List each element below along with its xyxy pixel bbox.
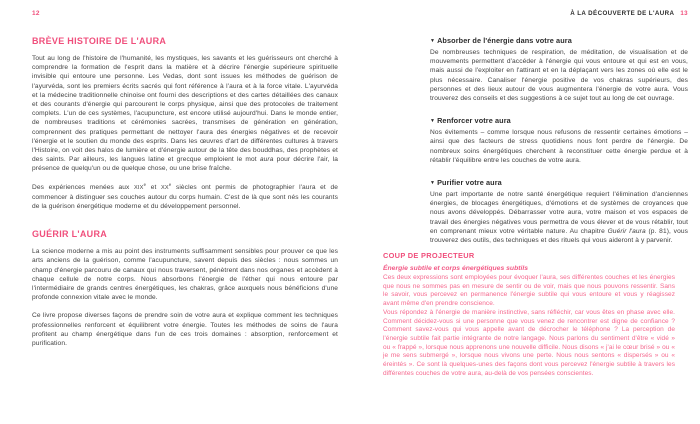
bullet-heading-absorb-label: Absorber de l'énergie dans votre aura (437, 36, 572, 45)
spotlight-paragraph-1: Ces deux expressions sont employées pour évoquer l'aura, ses différentes couches et les énergies que nous ne sommes pas en mesure de sentir ou de voir, mais que nous pouvons ressentir. Sans le savoir, vous percevez en permanence l'énergie subtile qui vous entoure et vous y réagissez avant même d'en prendre conscience. (383, 274, 675, 308)
history-paragraph-1-end: pour décrire l'air, la présence de quelqu'un ou de quelque chose, ou une brise fraîche. (32, 156, 338, 173)
bullet-heading-absorb (430, 36, 688, 45)
history-paragraph-1 (32, 54, 338, 174)
triangle-down-icon: ▼ (430, 180, 436, 187)
healing-paragraph-2: Ce livre propose diverses façons de prendre soin de votre aura et explique comment les techniques professionnelles renforcent et équilibrent votre énergie. Toutes les méthodes de soins de l'aura profitent au champ énergétique dans l'un de ces trois domaines : absorption, renforcement et purification. (32, 312, 338, 348)
bullet-heading-purify-label: Purifier votre aura (437, 178, 502, 188)
page-number-left: 12 (32, 10, 40, 17)
bullet-heading-purify (430, 178, 688, 187)
superscript-e: e (143, 181, 147, 187)
history-paragraph-2 (32, 183, 338, 212)
section-title-healing: GUÉRIR L'AURA (32, 229, 108, 240)
history-paragraph-1-text: Tout au long de l'histoire de l'humanité, les mystiques, les savants et les guérisseurs ont cherché à comprendre la formation de l'esprit dans la matière et à décrire l'énergie supérieure spirituelle invisible qui entoure une personne. Les Vedas, dont sont issues les méthodes de guérison de l'ayurvéda, sont les premiers écrits sacrés qui font référence à l'aura et à la force vitale. L'ayurvéda et la médecine traditionnelle chinoise ont fourni des descriptions et des cartes détaillées des canaux et des courants d'énergie qui parcourent le corps physique, ainsi que des protocoles de traitement complets. L'un de ces systèmes, l'acupuncture, est encore utilisé aujourd'hui. Dans le monde entier, de nombreuses traditions et cérémonies sacrées, transmises de génération en génération, comprennent des pratiques permettant de nettoyer l'aura des énergies négatives et de recevoir l'énergie et le soutien du monde des esprits. Dans les œuvres d'art de différentes cultures à travers l'Histoire, on voit des halos de lumière et d'énergie autour de la tête des bouddhas, des prophètes et des saints. Par ailleurs, les langues latine et grecque emploient le mot (32, 55, 338, 164)
history-paragraph-1-italic: aura (259, 156, 274, 164)
bullet-body-absorb: De nombreuses techniques de respiration, de méditation, de visualisation et de mouvements permettent d'accéder à l'énergie qui vous entoure et qui est en vous, mais aussi de l'exploiter en l'attirant et en la déplaçant vers les zones où elle est le plus nécessaire. Canaliser l'énergie positive de vos chakras supérieurs, des personnes et des lieux autour de vous augmentera l'énergie de votre aura. Vous trouverez des conseils et des suggestions à ce sujet tout au long de cet ouvrage. (430, 49, 688, 103)
running-head-title: À LA DÉCOUVERTE DE L'AURA (570, 10, 675, 17)
history-paragraph-2-text: Des expériences menées aux (32, 183, 134, 191)
history-paragraph-2-mid: et (146, 183, 161, 191)
bullet-section-absorb (430, 36, 688, 103)
roman-numeral-19: XIX (134, 184, 144, 191)
bullet-body-purify-end: (p. 81), vous trouverez des outils, des techniques et des rituels qui vous aideront à y parvenir. (430, 227, 688, 245)
bullet-heading-strengthen-label: Renforcer votre aura (437, 116, 511, 126)
bullet-section-purify (430, 178, 688, 245)
bullet-body-purify-text: Une part importante de notre santé énergétique requiert l'élimination d'anciennes énergies, de blocages énergétiques, d'émotions et de systèmes de croyances que nous avons développés. Débarrasser votre aura, votre maison et vos espaces de travail des énergies négatives vous permettra de vous élever et de vous rétablir, tout en comprenant mieux votre véritable nature. Au chapitre (430, 191, 688, 235)
spotlight-paragraph-2: Vous répondez à l'énergie de manière instinctive, sans réfléchir, car vous êtes en phase avec elle. Comment décidez-vous si une personne que vous venez de rencontrer est digne de confiance ? Comment savez-vous qui vous appelle avant de décrocher le téléphone ? La perception de l'énergie subtile fait partie intégrante de notre langage. Nous parlons du sentiment d'être « vidé » ou « frappé », lorsque nous apprenons une nouvelle difficile. Nous disons « j'ai le cœur brisé » ou « je me sens submergé », lorsque nous vivons une perte. Nous nous sentons « dispersés » ou « éreintés ». Ce sont là quelques-unes des façons dont vous percevez l'énergie subtile à travers les différentes couches de votre aura, au-delà de vos pensées conscientes. (383, 308, 675, 377)
left-page-column (32, 36, 338, 348)
right-page-column (430, 36, 688, 258)
history-paragraph-2-end: siècles ont permis de photographier l'aura et de commencer à distinguer ses couches autour du corps humain. C'est de là que sont nés les courants de la guérison énergétique moderne et du développement personnel. (32, 183, 338, 211)
bullet-body-strengthen: Nos évitements – comme lorsque nous refusons de ressentir certaines émotions – ainsi que des facteurs de stress quotidiens nous font perdre de l'énergie. De nombreux soins énergétiques cherchent à reconstituer cette énergie perdue et à rétablir l'équilibre entre les couches de votre aura. (430, 129, 688, 164)
bullet-body-purify (430, 190, 688, 245)
chapter-reference-italic: Guérir l'aura (607, 227, 646, 235)
bullet-heading-strengthen (430, 116, 688, 125)
spotlight-section (383, 251, 675, 378)
superscript-e: e (168, 181, 172, 187)
spotlight-subtitle: Énergie subtile et corps énergétiques subtils (383, 265, 529, 272)
roman-numeral-20: XX (160, 184, 169, 191)
bullet-section-strengthen (430, 116, 688, 165)
page-number-right: 13 (680, 10, 688, 17)
triangle-down-icon: ▼ (430, 38, 436, 44)
triangle-down-icon: ▼ (430, 118, 436, 125)
section-title-history: BRÈVE HISTOIRE DE L'AURA (32, 36, 167, 46)
healing-paragraph-1: La science moderne a mis au point des instruments suffisamment sensibles pour prouver ce que les arts anciens de la guérison, comme l'acupuncture, savent depuis des siècles : nous sommes un champ d'énergie parcouru de canaux qui nous traversent, pénètrent dans nos organes et accèdent à chaque cellule de notre corps. Nous absorbons l'énergie de l'éther qui nous entoure par l'intermédiaire de grands centres énergétiques, les chakras, grâce auxquels nous bénéficions d'une profonde connexion vitale avec le monde. (32, 248, 338, 302)
running-head (570, 10, 688, 17)
spotlight-kicker: COUP DE PROJECTEUR (383, 251, 475, 260)
